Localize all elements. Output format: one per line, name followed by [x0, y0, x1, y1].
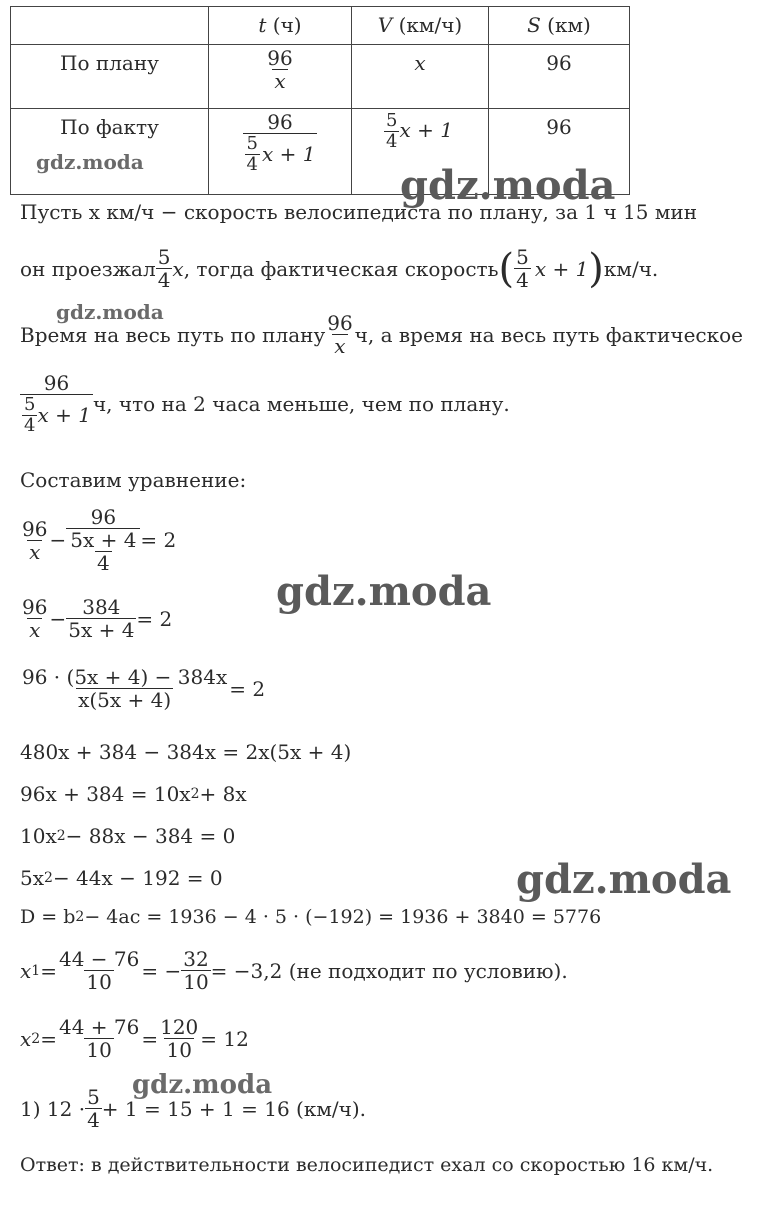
paragraph-2-c: км/ч.: [603, 256, 659, 281]
e2-minus: −: [49, 606, 67, 631]
root-1: [20, 948, 568, 993]
fact-distance-cell: 96: [489, 109, 630, 195]
e2-frac-1-num: 96: [22, 595, 48, 619]
p2-var: x: [172, 256, 184, 281]
e8-a: D = b: [20, 906, 76, 928]
speed-var: V: [377, 13, 393, 37]
x1-num-2: 32: [183, 947, 209, 971]
paragraph-5: [20, 468, 246, 492]
fact-time-fraction: [243, 111, 318, 175]
p2-paren-num: 5: [516, 245, 529, 269]
answer: [20, 1154, 713, 1176]
watermark-logo: gdz.moda: [56, 300, 164, 324]
e1-rhs: = 2: [140, 528, 177, 552]
e3-den: x(5x + 4): [78, 688, 172, 712]
x1-rest: = −3,2 (не подходит по условию).: [210, 958, 568, 983]
header-distance-cell: [489, 7, 630, 45]
x1-eq: =: [40, 958, 57, 983]
s1-b: + 1 = 15 + 1 = 16 (км/ч).: [101, 1096, 367, 1121]
e6-a: 10x: [20, 824, 57, 848]
equation-5: [20, 782, 247, 806]
paragraph-5-text: Составим уравнение:: [20, 468, 247, 492]
plan-time-cell: [209, 45, 352, 109]
s1-frac: [85, 1086, 102, 1131]
p4-den-rest: x + 1: [37, 403, 91, 428]
e1-inner-frac: [68, 529, 138, 574]
fact-time-den-rest: x + 1: [261, 142, 316, 167]
p2-paren-fraction: [514, 246, 531, 291]
fact-time-den: [243, 133, 318, 175]
s1-den: 4: [87, 1108, 100, 1132]
e8-b: − 4ac = 1936 − 4 · 5 · (−192) = 1936 + 3840 = 5776: [84, 906, 602, 928]
e2-rhs: = 2: [136, 606, 173, 631]
paragraph-2-b: , тогда фактическая скорость: [183, 256, 499, 281]
e6-b: − 88x − 384 = 0: [65, 824, 236, 848]
p3-fraction-den: x: [334, 334, 346, 358]
paragraph-4: [20, 372, 510, 436]
e1-minus: −: [49, 528, 67, 552]
plan-time-fraction: [265, 47, 294, 92]
p4-den-frac-num: 5: [24, 394, 36, 415]
fact-time-num: 96: [267, 110, 293, 134]
plan-label: По плану: [11, 45, 209, 109]
equation-2: [20, 596, 172, 641]
table-header-row: [11, 7, 630, 45]
e2-frac-2: [66, 596, 136, 641]
plan-time-den: x: [274, 69, 286, 93]
e4-text: 480x + 384 − 384x = 2x(5x + 4): [20, 740, 352, 764]
fact-time-den-frac-den: 4: [246, 153, 258, 175]
header-empty-cell: [11, 7, 209, 45]
x2-rest: = 12: [200, 1026, 249, 1051]
e3-frac: [20, 666, 229, 711]
x2-var: x: [20, 1026, 32, 1051]
x1-den: 10: [86, 970, 112, 994]
right-paren: ): [588, 245, 604, 292]
fact-time-den-frac-num: 5: [246, 133, 258, 154]
paragraph-1: [20, 200, 697, 224]
e2-frac-1: [20, 596, 49, 641]
x1-sub: 1: [31, 962, 41, 979]
e1-frac-2-num: 96: [90, 505, 117, 529]
answer-text: Ответ: в действительности велосипедист ехал со скоростью 16 км/ч.: [20, 1154, 714, 1176]
watermark-logo: gdz.moda: [516, 856, 732, 903]
root-2: [20, 1016, 249, 1061]
p2-fraction: [156, 246, 173, 291]
plan-speed-cell: x: [352, 45, 489, 109]
watermark-logo: gdz.moda: [400, 162, 616, 209]
x1-num: 44 − 76: [58, 947, 140, 971]
e1-frac-2-den: [66, 528, 140, 574]
time-unit: (ч): [266, 13, 302, 37]
p2-fraction-den: 4: [157, 268, 171, 292]
equation-3: [20, 666, 265, 711]
equation-7: [20, 866, 223, 890]
speed-unit: (км/ч): [392, 13, 463, 37]
x2-frac-2: [158, 1016, 200, 1061]
x2-den: 10: [86, 1038, 112, 1062]
e1-frac-1-den: x: [29, 539, 41, 564]
equation-6: [20, 824, 235, 848]
x2-sub: 2: [31, 1030, 41, 1047]
p4-fraction-num: 96: [43, 371, 70, 395]
time-var: t: [258, 13, 267, 37]
distance-var: S: [527, 13, 541, 37]
step-1: [20, 1086, 366, 1131]
watermark-logo: gdz.moda: [36, 150, 144, 174]
x1-frac: [57, 948, 141, 993]
paragraph-3: [20, 312, 743, 357]
equation-1: [20, 506, 176, 574]
e3-num: 96 · (5x + 4) − 384x: [22, 665, 228, 689]
header-speed-cell: [352, 7, 489, 45]
p2-paren-expr: x + 1: [534, 256, 589, 281]
x2-eq: =: [40, 1026, 57, 1051]
x2-num-2: 120: [160, 1015, 199, 1039]
e1-frac-1-num: 96: [22, 516, 48, 541]
e6-sup: 2: [56, 828, 66, 844]
x1-var: x: [20, 958, 32, 983]
watermark-logo: gdz.moda: [276, 568, 492, 615]
distance-unit: (км): [540, 13, 591, 37]
p4-fraction: [20, 372, 93, 436]
p3-fraction-num: 96: [327, 311, 353, 335]
x1-frac-2: [181, 948, 210, 993]
equation-4: [20, 740, 351, 764]
paragraph-1-text: Пусть x км/ч − скорость велосипедиста по плану, за 1 ч 15 мин: [20, 200, 698, 224]
fact-speed-den: 4: [386, 130, 398, 152]
e7-a: 5x: [20, 866, 45, 890]
x1-den-2: 10: [183, 970, 209, 994]
x2-den-2: 10: [166, 1038, 192, 1062]
p2-fraction-num: 5: [157, 245, 171, 269]
p2-paren-den: 4: [516, 268, 529, 292]
x2-frac: [57, 1016, 141, 1061]
p3-fraction: [325, 312, 354, 357]
fact-time-den-frac: [245, 134, 260, 175]
header-time-cell: [209, 7, 352, 45]
fact-speed-frac: [384, 111, 399, 152]
e5-b: + 8x: [199, 782, 247, 806]
table-row-plan: [11, 45, 630, 109]
e1-inner-den: 4: [96, 551, 110, 575]
e5-sup: 2: [190, 786, 200, 802]
p4-den-frac-den: 4: [24, 414, 36, 436]
e1-frac-2: [66, 506, 140, 574]
e1-frac-1: [20, 518, 49, 563]
watermark-logo: gdz.moda: [132, 1070, 273, 1100]
x2-num: 44 + 76: [58, 1015, 140, 1039]
p4-den-frac: [22, 395, 37, 436]
e7-sup: 2: [44, 870, 53, 886]
paragraph-3-a: Время на весь путь по плану: [20, 322, 326, 347]
p4-fraction-den: [20, 394, 93, 436]
paragraph-2: [20, 246, 658, 291]
s1-a: 1) 12 ·: [20, 1096, 86, 1121]
e2-frac-1-den: x: [29, 618, 41, 642]
fact-speed-num: 5: [386, 110, 398, 131]
fact-time-cell: [209, 109, 352, 195]
e5-a: 96x + 384 = 10x: [20, 782, 191, 806]
e2-frac-2-den: 5x + 4: [68, 618, 135, 642]
plan-time-num: 96: [267, 46, 293, 70]
e8-sup: 2: [75, 909, 85, 925]
plan-distance-cell: 96: [489, 45, 630, 109]
x1-mid: = −: [141, 958, 182, 983]
e7-b: − 44x − 192 = 0: [52, 866, 223, 890]
paragraph-2-a: он проезжал: [20, 256, 156, 281]
e1-inner-num: 5x + 4: [70, 528, 137, 552]
e2-frac-2-num: 384: [82, 595, 121, 619]
x2-mid: =: [141, 1026, 159, 1051]
s1-num: 5: [87, 1085, 100, 1109]
left-paren: (: [498, 245, 515, 292]
equation-8: [20, 906, 601, 928]
fact-speed-rest: x + 1: [399, 117, 453, 142]
paragraph-4-b: ч, что на 2 часа меньше, чем по плану.: [92, 391, 510, 416]
e3-rhs: = 2: [229, 676, 266, 701]
paragraph-3-b: ч, а время на весь путь фактическое: [354, 322, 743, 347]
fact-label: По факту: [11, 109, 209, 195]
